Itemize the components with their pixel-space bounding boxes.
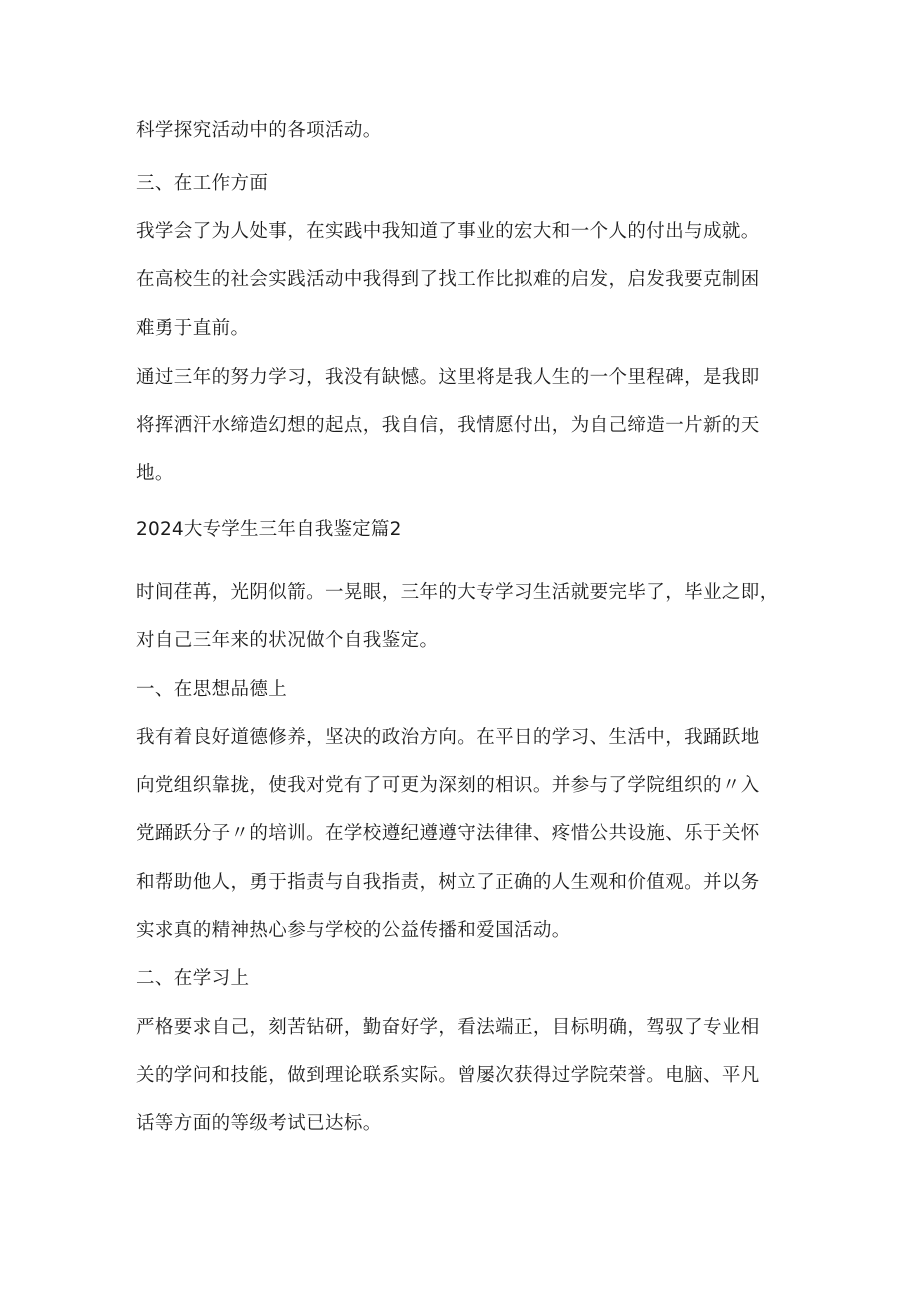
paragraph-line: 我有着良好道德修养，坚决的政治方向。在平日的学习、生活中，我踊跃地 <box>136 727 760 748</box>
article-title: 2024大专学生三年自我鉴定篇2 <box>136 519 402 540</box>
paragraph-line: 关的学问和技能，做到理论联系实际。曾屡次获得过学院荣誉。电脑、平凡 <box>136 1065 760 1086</box>
section-heading-morality: 一、在思想品德上 <box>136 679 288 700</box>
paragraph-line: 和帮助他人，勇于指责与自我指责，树立了正确的人生观和价值观。并以务 <box>136 872 760 893</box>
paragraph-line: 时间荏苒，光阴似箭。一晃眼，三年的大专学习生活就要完毕了，毕业之即， <box>136 582 779 603</box>
paragraph-line: 对自己三年来的状况做个自我鉴定。 <box>136 630 439 651</box>
section-heading-study: 二、在学习上 <box>136 968 250 989</box>
paragraph-line: 通过三年的努力学习，我没有缺憾。这里将是我人生的一个里程碑，是我即 <box>136 367 760 388</box>
paragraph-line: 话等方面的等级考试已达标。 <box>136 1113 382 1134</box>
paragraph-line: 我学会了为人处事，在实践中我知道了事业的宏大和一个人的付出与成就。 <box>136 221 760 242</box>
paragraph-line: 地。 <box>136 463 174 484</box>
paragraph-line: 党踊跃分子〃的培训。在学校遵纪遵遵守法律律、疼惜公共设施、乐于关怀 <box>136 823 760 844</box>
paragraph-line: 科学探究活动中的各项活动。 <box>136 120 382 141</box>
paragraph-line: 难勇于直前。 <box>136 318 250 339</box>
section-heading-work: 三、在工作方面 <box>136 173 269 194</box>
paragraph-line: 实求真的精神热心参与学校的公益传播和爱国活动。 <box>136 920 571 941</box>
paragraph-line: 在高校生的社会实践活动中我得到了找工作比拟难的启发，启发我要克制困 <box>136 269 760 290</box>
paragraph-line: 向党组织靠拢，使我对党有了可更为深刻的相识。并参与了学院组织的〃入 <box>136 775 760 796</box>
paragraph-line: 将挥洒汗水缔造幻想的起点，我自信，我情愿付出，为自己缔造一片新的天 <box>136 415 760 436</box>
paragraph-line: 严格要求自己，刻苦钻研，勤奋好学，看法端正，目标明确，驾驭了专业相 <box>136 1017 760 1038</box>
